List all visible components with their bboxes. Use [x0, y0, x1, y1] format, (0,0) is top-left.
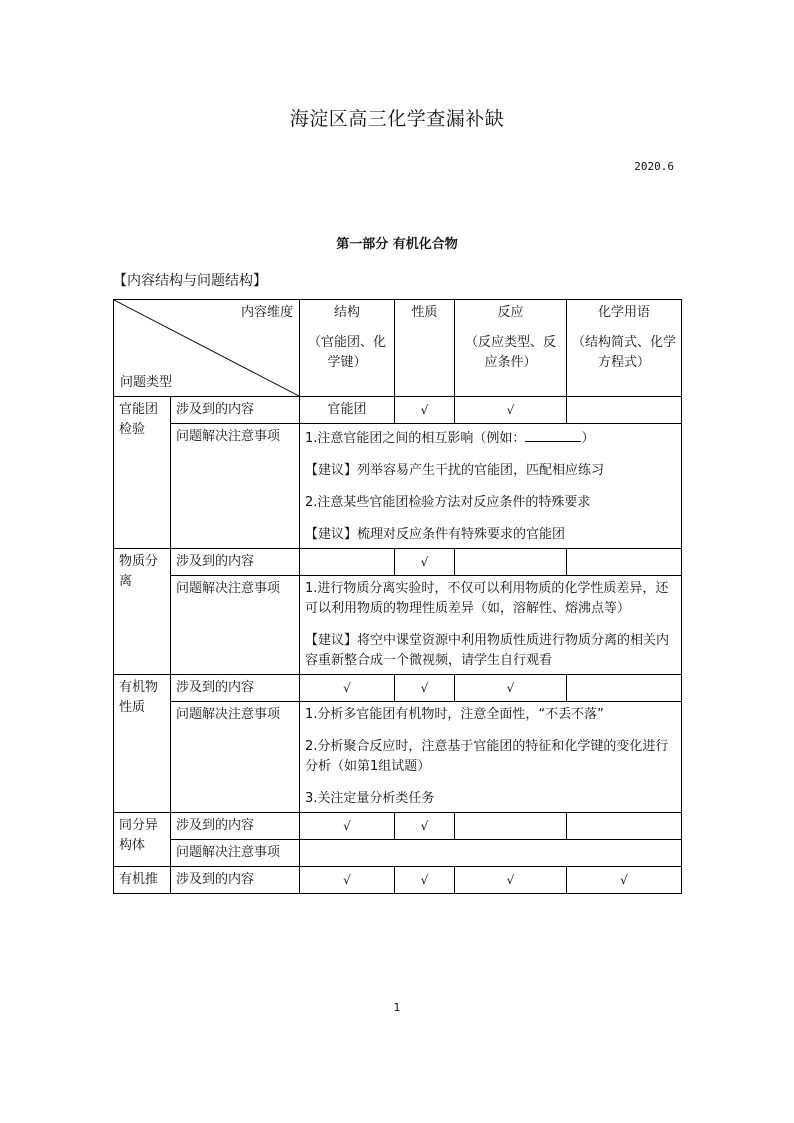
row-label-content: 涉及到的内容	[171, 867, 300, 894]
check-mark: √	[395, 813, 455, 840]
table-row	[114, 675, 682, 702]
diagonal-header-cell	[114, 300, 300, 397]
group-name: 有机推	[114, 867, 171, 894]
page-number: 1	[393, 1001, 401, 1014]
table-cell	[567, 549, 682, 576]
check-mark: √	[455, 867, 567, 894]
table-cell	[567, 675, 682, 702]
check-mark: √	[395, 867, 455, 894]
group-name: 有机物性质	[114, 675, 171, 813]
check-mark: √	[395, 549, 455, 576]
notes-cell	[300, 840, 682, 867]
table-cell: 官能团	[300, 397, 395, 424]
note-line: 【建议】将空中课堂资源中利用物质性质进行物质分离的相关内容重新整合成一个微视频，请学生自行观看	[305, 633, 670, 668]
table-row	[114, 549, 682, 576]
group-name: 物质分离	[114, 549, 171, 675]
row-label-content: 涉及到的内容	[171, 675, 300, 702]
group-name: 官能团检验	[114, 397, 171, 549]
note-line: 2.分析聚合反应时，注意基于官能团的特征和化学键的变化进行分析（如第1组试题）	[305, 739, 669, 774]
check-mark: √	[455, 397, 567, 424]
note-line: 1.注意官能团之间的相互影响（例如： ）	[305, 427, 676, 449]
row-label-content: 涉及到的内容	[171, 549, 300, 576]
row-label-issue: 问题解决注意事项	[171, 840, 300, 867]
note-line: 【建议】列举容易产生干扰的官能团，匹配相应练习	[305, 463, 605, 478]
table-row	[114, 576, 682, 675]
row-label-content: 涉及到的内容	[171, 813, 300, 840]
check-mark: √	[395, 397, 455, 424]
check-mark: √	[567, 867, 682, 894]
table-cell	[455, 813, 567, 840]
document-title: 海淀区高三化学查漏补缺	[289, 108, 505, 130]
header-structure: 结构 （官能团、化学键）	[300, 300, 395, 397]
section-heading: 【内容结构与问题结构】	[113, 273, 267, 289]
table-cell	[455, 549, 567, 576]
content-structure-table	[113, 299, 682, 894]
note-line: 1.分析多官能团有机物时，注意全面性，“不丢不落”	[305, 707, 604, 722]
table-cell	[567, 397, 682, 424]
blank-line	[525, 427, 581, 442]
document-date: 2020.6	[634, 160, 674, 173]
table-row	[114, 424, 682, 549]
header-chem-language: 化学用语 （结构简式、化学方程式）	[567, 300, 682, 397]
part-title: 第一部分 有机化合物	[336, 237, 458, 252]
check-mark: √	[300, 813, 395, 840]
table-row	[114, 840, 682, 867]
header-property: 性质	[395, 300, 455, 397]
table-row	[114, 397, 682, 424]
note-line: 1.进行物质分离实验时，不仅可以利用物质的化学性质差异，还可以利用物质的物理性质差异（如，溶解性、熔沸点等）	[305, 581, 669, 616]
row-label-issue: 问题解决注意事项	[171, 424, 300, 549]
check-mark: √	[300, 675, 395, 702]
check-mark: √	[455, 675, 567, 702]
note-line: 3.关注定量分析类任务	[305, 791, 435, 806]
notes-cell	[300, 702, 682, 813]
table-row	[114, 813, 682, 840]
table-cell	[300, 549, 395, 576]
table-row	[114, 867, 682, 894]
check-mark: √	[395, 675, 455, 702]
diagonal-top-label: 内容维度	[240, 305, 293, 320]
row-label-issue: 问题解决注意事项	[171, 702, 300, 813]
row-label-issue: 问题解决注意事项	[171, 576, 300, 675]
row-label-content: 涉及到的内容	[171, 397, 300, 424]
check-mark: √	[300, 867, 395, 894]
note-line: 2.注意某些官能团检验方法对反应条件的特殊要求	[305, 495, 591, 510]
header-row	[114, 300, 682, 397]
table-cell	[567, 813, 682, 840]
diagonal-bottom-label: 问题类型	[120, 375, 173, 390]
note-line: 【建议】梳理对反应条件有特殊要求的官能团	[305, 527, 566, 542]
header-reaction: 反应 （反应类型、反应条件）	[455, 300, 567, 397]
notes-cell	[300, 576, 682, 675]
table-row	[114, 702, 682, 813]
notes-cell	[300, 424, 682, 549]
group-name: 同分异构体	[114, 813, 171, 867]
